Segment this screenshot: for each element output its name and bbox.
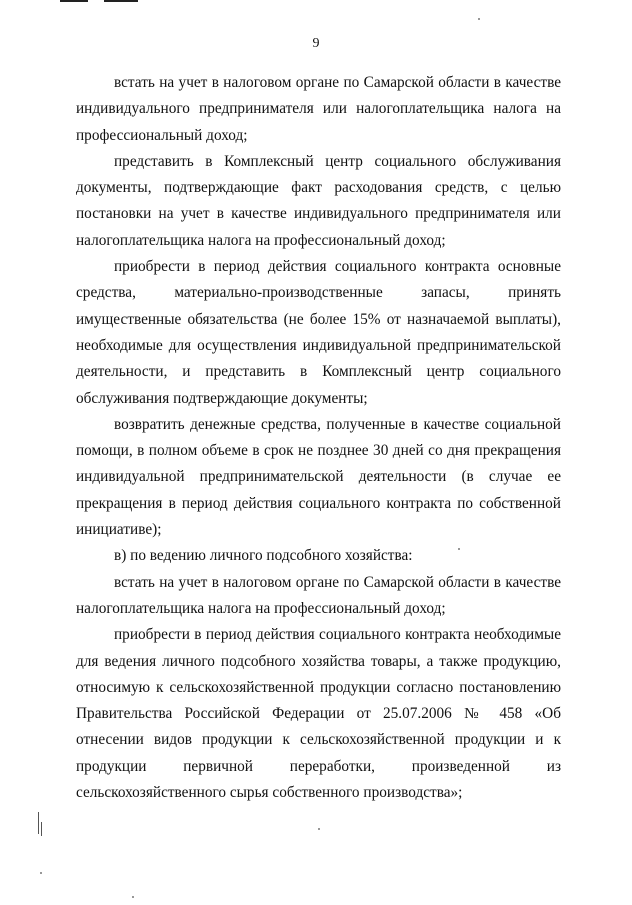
paragraph-register-tax: встать на учет в налоговом органе по Самарской области в качестве индивидуального предпринимателя или налогоплательщика налога на профессиональный доход; (76, 74, 561, 144)
scan-edge-mark (104, 0, 138, 2)
paragraph-subheading-household: в) по ведению личного подсобного хозяйства: (114, 547, 413, 565)
paragraph-acquire-goods: приобрести в период действия социального контракта необходимые для ведения личного подсобного хозяйства товары, а также продукцию, относимую к сельскохозяйственной продукции согласно постановлению Правительства Российской Федерации от 25.07.2006 № 458 «Об отнесении видов продукции к сельскохозяйственной продукции и к продукции первичной переработки, произведенной из сельскохозяйственного сырья собственного производства»; (76, 626, 561, 802)
scan-artifact (132, 896, 134, 898)
scan-artifact (478, 18, 480, 20)
page-number: 9 (312, 36, 320, 51)
paragraph-register-tax-household: встать на учет в налоговом органе по Самарской области в качестве налогоплательщика налога на профессиональный доход; (76, 573, 561, 617)
scan-artifact (318, 828, 320, 830)
paragraph-submit-documents: представить в Комплексный центр социального обслуживания документы, подтверждающие факт расходования средств, с целью постановки на учет в качестве индивидуального предпринимателя или налогоплательщика налога на профессиональный доход; (76, 152, 561, 249)
document-body (76, 70, 561, 806)
scan-artifact (38, 812, 39, 834)
scan-artifact (41, 822, 42, 836)
scan-artifact (40, 872, 42, 874)
scan-edge-mark (60, 0, 88, 2)
paragraph-acquire-assets: приобрести в период действия социального контракта основные средства, материально-производственные запасы, принять имущественные обязательства (не более 15% от назначаемой выплаты), необходимые для осуществления индивидуальной предпринимательской деятельности, и представить в Комплексный центр социального обслуживания подтверждающие документы; (76, 258, 561, 407)
scan-artifact (458, 548, 460, 550)
paragraph-return-funds: возвратить денежные средства, полученные в качестве социальной помощи, в полном объеме в срок не позднее 30 дней со дня прекращения индивидуальной предпринимательской деятельности (в случае ее прекращения в период действия социального контракта по собственной инициативе); (76, 415, 561, 539)
